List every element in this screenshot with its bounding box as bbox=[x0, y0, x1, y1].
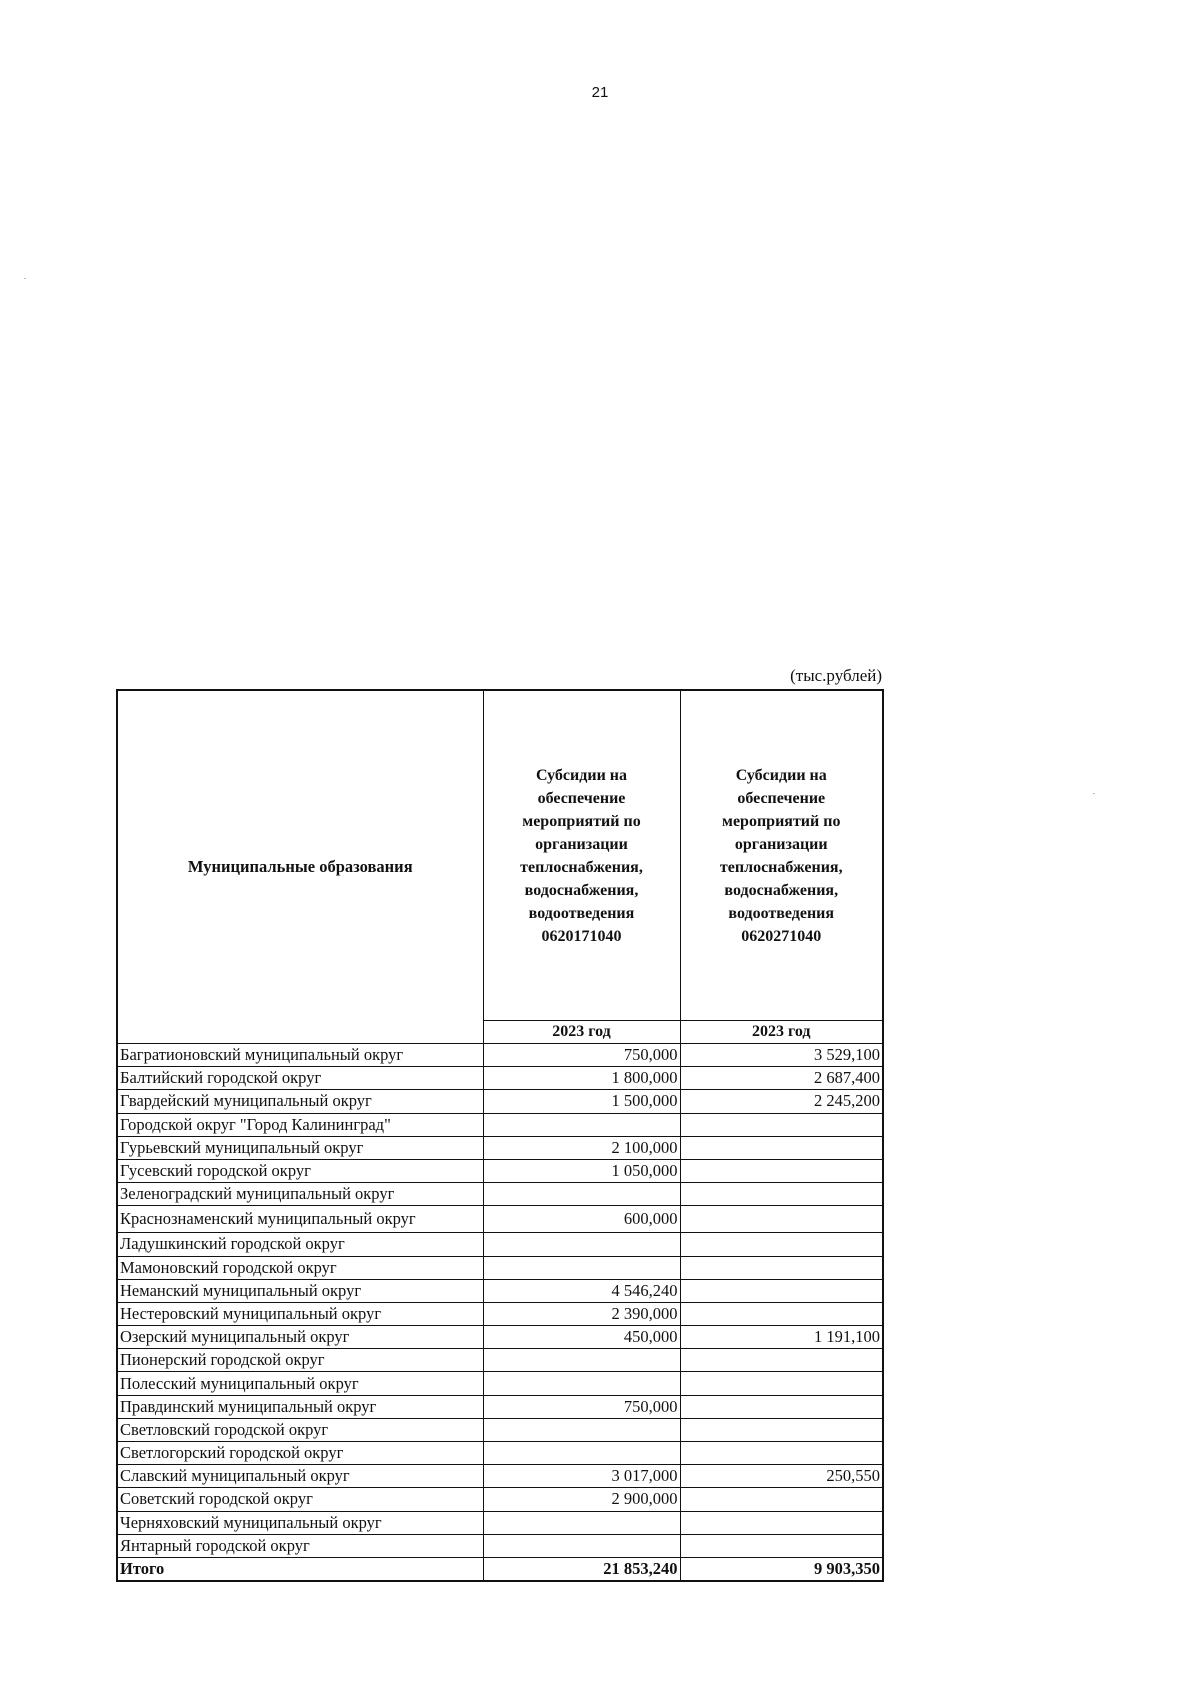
header-subsidy-column-2 bbox=[680, 690, 883, 1021]
municipality-name: Нестеровский муниципальный округ bbox=[117, 1302, 483, 1325]
municipality-name: Полесский муниципальный округ bbox=[117, 1372, 483, 1395]
subsidy-value-2 bbox=[680, 1534, 883, 1557]
subsidy-value-1 bbox=[483, 1233, 680, 1256]
scan-speck bbox=[24, 278, 26, 279]
municipality-name: Озерский муниципальный округ bbox=[117, 1326, 483, 1349]
table-row bbox=[117, 1349, 883, 1372]
header-code: 0620171040 bbox=[541, 927, 622, 945]
header-line: Субсидии на bbox=[735, 766, 827, 784]
subsidy-value-1 bbox=[483, 1256, 680, 1279]
table-row bbox=[117, 1159, 883, 1182]
subsidy-value-2 bbox=[680, 1183, 883, 1206]
header-line: мероприятий по bbox=[722, 812, 841, 830]
table-row bbox=[117, 1395, 883, 1418]
total-row bbox=[117, 1557, 883, 1581]
header-line: водоснабжения, bbox=[524, 881, 639, 899]
year-header-1: 2023 год bbox=[483, 1021, 680, 1044]
municipality-name: Советский городской округ bbox=[117, 1488, 483, 1511]
header-line: теплоснабжения, bbox=[719, 858, 843, 876]
municipality-name: Янтарный городской округ bbox=[117, 1534, 483, 1557]
subsidy-value-2: 1 191,100 bbox=[680, 1326, 883, 1349]
table-body bbox=[117, 1044, 883, 1558]
table-row bbox=[117, 1279, 883, 1302]
subsidies-table bbox=[116, 689, 884, 1582]
total-value-2: 9 903,350 bbox=[680, 1557, 883, 1581]
municipality-name: Правдинский муниципальный округ bbox=[117, 1395, 483, 1418]
subsidy-value-1 bbox=[483, 1534, 680, 1557]
year-header-2: 2023 год bbox=[680, 1021, 883, 1044]
subsidy-value-2 bbox=[680, 1488, 883, 1511]
subsidy-value-2 bbox=[680, 1395, 883, 1418]
header-line: водоотведения bbox=[528, 904, 635, 922]
subsidy-value-1: 750,000 bbox=[483, 1395, 680, 1418]
subsidy-value-2 bbox=[680, 1418, 883, 1441]
scan-speck bbox=[1093, 793, 1095, 794]
header-line: мероприятий по bbox=[522, 812, 641, 830]
table-row bbox=[117, 1488, 883, 1511]
subsidy-value-1: 2 390,000 bbox=[483, 1302, 680, 1325]
subsidy-value-2: 2 687,400 bbox=[680, 1067, 883, 1090]
table-row bbox=[117, 1372, 883, 1395]
municipality-name: Городской округ "Город Калининград" bbox=[117, 1113, 483, 1136]
municipality-name: Гвардейский муниципальный округ bbox=[117, 1090, 483, 1113]
table-row bbox=[117, 1256, 883, 1279]
header-line: водоотведения bbox=[728, 904, 835, 922]
table-row bbox=[117, 1233, 883, 1256]
header-line: обеспечение bbox=[737, 789, 826, 807]
subsidy-value-2 bbox=[680, 1302, 883, 1325]
subsidy-value-1: 1 500,000 bbox=[483, 1090, 680, 1113]
municipality-name: Багратионовский муниципальный округ bbox=[117, 1044, 483, 1067]
page-number: 21 bbox=[591, 84, 609, 101]
subsidy-value-1: 1 800,000 bbox=[483, 1067, 680, 1090]
municipality-name: Светлогорский городской округ bbox=[117, 1442, 483, 1465]
table-row bbox=[117, 1442, 883, 1465]
municipality-name: Краснознаменский муниципальный округ bbox=[117, 1206, 483, 1233]
subsidy-value-1: 450,000 bbox=[483, 1326, 680, 1349]
header-code: 0620271040 bbox=[741, 927, 822, 945]
header-line: организации bbox=[535, 835, 628, 853]
table-header-row bbox=[117, 690, 883, 1021]
subsidy-value-2 bbox=[680, 1442, 883, 1465]
subsidy-value-1 bbox=[483, 1113, 680, 1136]
table-row bbox=[117, 1113, 883, 1136]
subsidy-value-2 bbox=[680, 1349, 883, 1372]
table-row bbox=[117, 1090, 883, 1113]
subsidy-value-1: 600,000 bbox=[483, 1206, 680, 1233]
subsidy-value-2 bbox=[680, 1113, 883, 1136]
table-row bbox=[117, 1511, 883, 1534]
table-row bbox=[117, 1534, 883, 1557]
header-line: обеспечение bbox=[537, 789, 626, 807]
table-row bbox=[117, 1418, 883, 1441]
subsidy-value-2: 2 245,200 bbox=[680, 1090, 883, 1113]
units-label: (тыс.рублей) bbox=[790, 666, 882, 685]
header-line: организации bbox=[734, 835, 828, 853]
municipality-name: Мамоновский городской округ bbox=[117, 1256, 483, 1279]
table-row bbox=[117, 1206, 883, 1233]
header-subsidy-column-1 bbox=[483, 690, 680, 1021]
municipality-name: Светловский городской округ bbox=[117, 1418, 483, 1441]
municipality-name: Неманский муниципальный округ bbox=[117, 1279, 483, 1302]
municipality-name: Черняховский муниципальный округ bbox=[117, 1511, 483, 1534]
subsidy-value-2 bbox=[680, 1372, 883, 1395]
total-value-1: 21 853,240 bbox=[483, 1557, 680, 1581]
subsidy-value-2 bbox=[680, 1206, 883, 1233]
table-row bbox=[117, 1136, 883, 1159]
subsidy-value-2 bbox=[680, 1136, 883, 1159]
table-row bbox=[117, 1302, 883, 1325]
subsidy-value-1 bbox=[483, 1442, 680, 1465]
municipality-name: Гурьевский муниципальный округ bbox=[117, 1136, 483, 1159]
municipality-name: Славский муниципальный округ bbox=[117, 1465, 483, 1488]
municipality-name: Гусевский городской округ bbox=[117, 1159, 483, 1182]
subsidy-value-1 bbox=[483, 1511, 680, 1534]
header-municipalities: Муниципальные образования bbox=[117, 690, 483, 1044]
subsidy-value-1: 1 050,000 bbox=[483, 1159, 680, 1182]
header-line: теплоснабжения, bbox=[520, 858, 643, 876]
table-row bbox=[117, 1326, 883, 1349]
header-line: водоснабжения, bbox=[724, 881, 839, 899]
municipality-name: Зеленоградский муниципальный округ bbox=[117, 1183, 483, 1206]
subsidy-value-2 bbox=[680, 1256, 883, 1279]
municipality-name: Ладушкинский городской округ bbox=[117, 1233, 483, 1256]
subsidy-value-1: 2 900,000 bbox=[483, 1488, 680, 1511]
total-label: Итого bbox=[117, 1557, 483, 1581]
subsidy-value-2 bbox=[680, 1279, 883, 1302]
table-row bbox=[117, 1183, 883, 1206]
subsidy-value-1: 750,000 bbox=[483, 1044, 680, 1067]
subsidy-value-2: 3 529,100 bbox=[680, 1044, 883, 1067]
table-row bbox=[117, 1465, 883, 1488]
subsidy-value-1 bbox=[483, 1372, 680, 1395]
subsidy-value-2: 250,550 bbox=[680, 1465, 883, 1488]
subsidy-value-1: 3 017,000 bbox=[483, 1465, 680, 1488]
table-row bbox=[117, 1044, 883, 1067]
header-line: Субсидии на bbox=[535, 766, 627, 784]
municipality-name: Балтийский городской округ bbox=[117, 1067, 483, 1090]
table-row bbox=[117, 1067, 883, 1090]
subsidy-value-1 bbox=[483, 1418, 680, 1441]
subsidy-value-2 bbox=[680, 1233, 883, 1256]
subsidy-value-2 bbox=[680, 1159, 883, 1182]
subsidy-value-1 bbox=[483, 1349, 680, 1372]
subsidy-value-1: 2 100,000 bbox=[483, 1136, 680, 1159]
subsidy-value-2 bbox=[680, 1511, 883, 1534]
subsidy-value-1: 4 546,240 bbox=[483, 1279, 680, 1302]
municipality-name: Пионерский городской округ bbox=[117, 1349, 483, 1372]
subsidy-value-1 bbox=[483, 1183, 680, 1206]
